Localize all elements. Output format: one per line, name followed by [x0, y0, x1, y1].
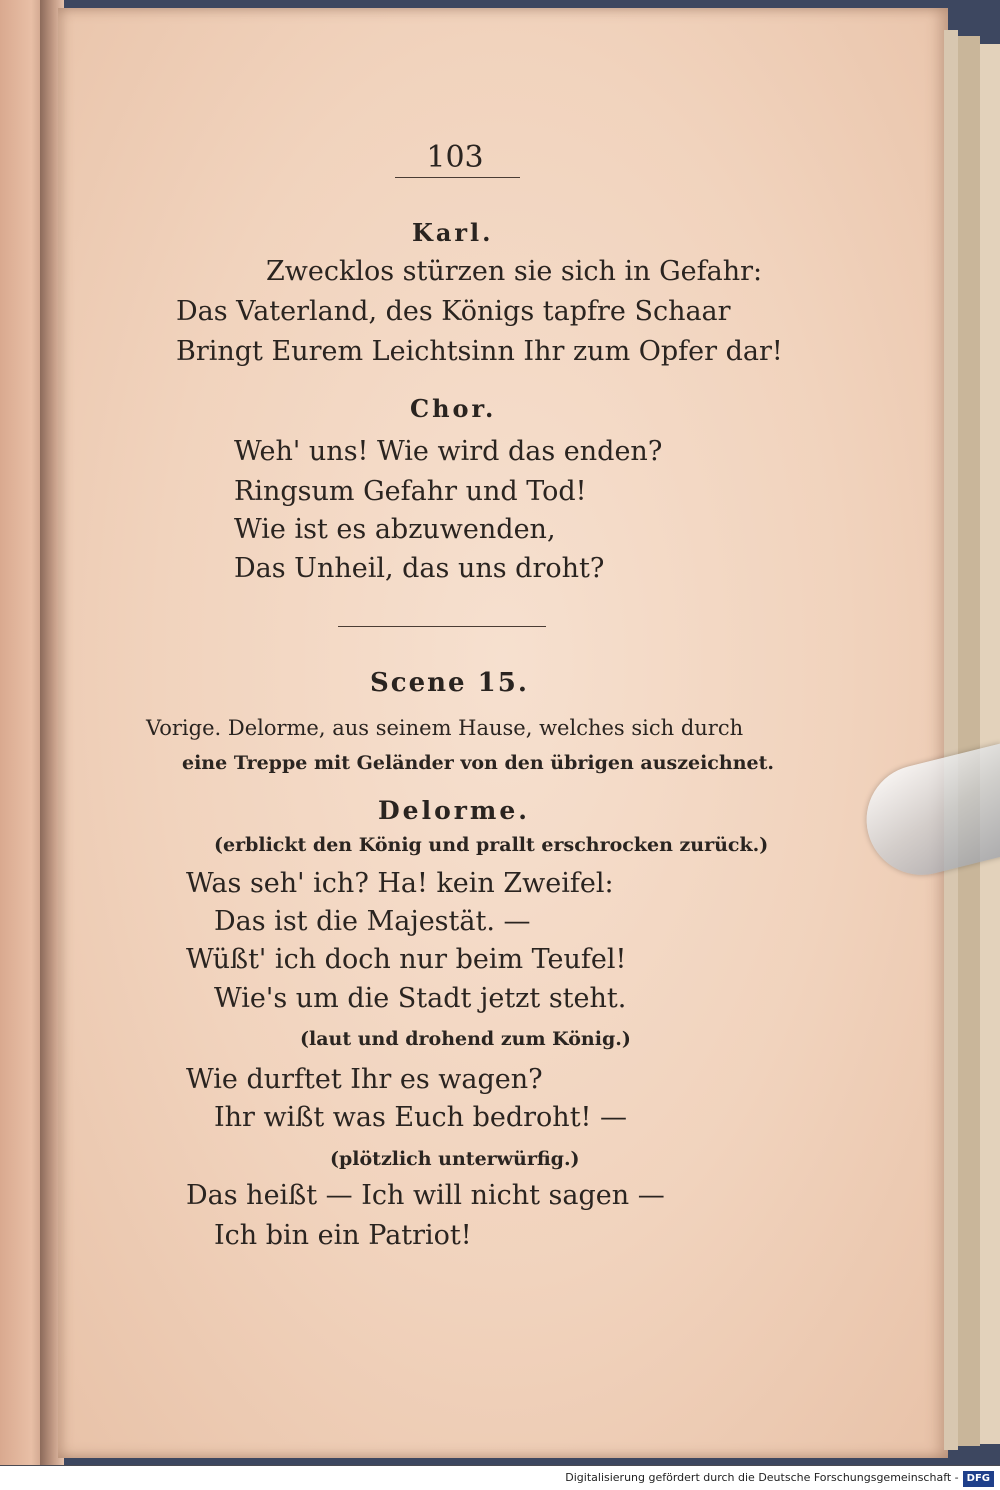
verse-line: Ihr wißt was Euch bedroht! — — [214, 1102, 627, 1133]
stage-direction: (erblickt den König und prallt erschrocken zurück.) — [214, 834, 769, 856]
verse-line: Wie's um die Stadt jetzt steht. — [214, 983, 627, 1014]
scene-description: Vorige. Delorme, aus seinem Hause, welches sich durch — [146, 716, 744, 740]
page-stack-edge — [944, 30, 958, 1450]
scene-title: Scene 15. — [370, 668, 529, 698]
verse-line: Das Vaterland, des Königs tapfre Schaar — [176, 296, 731, 327]
verse-line: Wüßt' ich doch nur beim Teufel! — [186, 944, 627, 975]
footer-attribution — [0, 1466, 1000, 1490]
verse-line: Ich bin ein Patriot! — [214, 1220, 472, 1251]
verse-line: Das Unheil, das uns droht? — [234, 553, 605, 584]
verse-line: Weh' uns! Wie wird das enden? — [234, 436, 663, 467]
verse-line: Wie durftet Ihr es wagen? — [186, 1064, 543, 1095]
verse-line: Was seh' ich? Ha! kein Zweifel: — [186, 868, 614, 899]
stage-direction: (plötzlich unterwürfig.) — [330, 1148, 580, 1170]
verse-line: Das heißt — Ich will nicht sagen — — [186, 1180, 665, 1211]
footer-text: Digitalisierung gefördert durch die Deutsche Forschungsgemeinschaft - — [565, 1471, 959, 1484]
header-rule — [395, 177, 520, 178]
verse-line: Das ist die Majestät. — — [214, 906, 531, 937]
page-number: 103 — [426, 140, 484, 175]
verse-line: Bringt Eurem Leichtsinn Ihr zum Opfer dar! — [176, 336, 783, 367]
verse-line: Zwecklos stürzen sie sich in Gefahr: — [266, 256, 763, 287]
verse-line: Ringsum Gefahr und Tod! — [234, 476, 587, 507]
verse-line: Wie ist es abzuwenden, — [234, 514, 556, 545]
speaker-delorme: Delorme. — [378, 796, 530, 825]
scene-description: eine Treppe mit Geländer von den übrigen auszeichnet. — [182, 752, 774, 774]
dfg-logo: DFG — [963, 1471, 994, 1487]
speaker-karl: Karl. — [412, 218, 494, 247]
speaker-chor: Chor. — [410, 394, 497, 423]
page-stack-edge — [958, 36, 980, 1446]
scene-divider — [338, 626, 546, 627]
stage-direction: (laut und drohend zum König.) — [300, 1028, 631, 1050]
